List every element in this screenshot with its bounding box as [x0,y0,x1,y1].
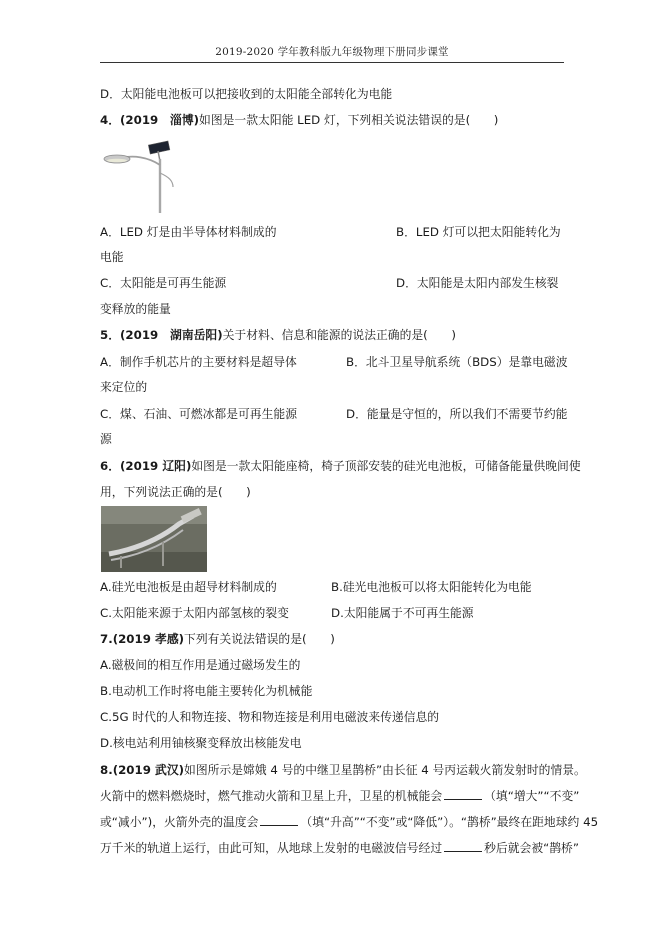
q7-option-a: A.磁极间的相互作用是通过磁场发生的 [100,658,301,672]
q8-text-3b: （填“升高”“不变”或“降低”）。“鹊桥”最终在距地球约 45 [300,815,599,829]
answer-blank-3[interactable] [444,840,482,852]
q7-option-b: B.电动机工作时将电能主要转化为机械能 [100,684,313,698]
answer-blank-2[interactable] [260,814,298,826]
q8-line-3 [100,814,598,830]
q8-line-4 [100,840,579,856]
q4-stem [100,112,498,128]
prev-option-d: D．太阳能电池板可以把接收到的太阳能全部转化为电能 [100,87,393,101]
q6-option-a: A.硅光电池板是由超导材料制成的 [100,580,277,594]
q8-text-1: 如图所示是嫦娥 4 号的中继卫星鹊桥”由长征 4 号丙运载火箭发射时的情景。 [184,763,586,777]
q5-option-a: A．制作手机芯片的主要材料是超导体 [100,355,297,369]
q7-option-c: C.5G 时代的人和物连接、物和物连接是利用电磁波来传递信息的 [100,710,440,724]
q4-option-b-cont: 电能 [100,250,124,264]
q7-source: (2019 孝感) [112,632,185,646]
q8-text-2b: （填“增大”“不变” [484,789,580,803]
q6-source: (2019 辽阳) [120,459,192,473]
q7-option-d: D.核电站利用铀核聚变释放出核能发电 [100,736,302,750]
q8-text-2a: 火箭中的燃料燃烧时，燃气推动火箭和卫星上升，卫星的机械能会 [100,789,443,803]
q4-option-d: D．太阳能是太阳内部发生核裂 [396,276,559,290]
q4-text: 如图是一款太阳能 LED 灯，下列相关说法错误的是( ) [199,113,499,127]
q6-stem [100,458,581,474]
page-header: 2019-2020 学年教科版九年级物理下册同步课堂 [215,46,449,58]
q6-option-c: C.太阳能来源于太阳内部氢核的裂变 [100,606,289,620]
q5-option-c: C．煤、石油、可燃冰都是可再生能源 [100,407,297,421]
q8-line-2 [100,788,579,804]
q8-text-4b: 秒后就会被“鹊桥” [484,841,579,855]
q5-text: 关于材料、信息和能源的说法正确的是( ) [222,328,456,342]
solar-lamp-image [103,137,181,213]
q5-option-b: B．北斗卫星导航系统（BDS）是靠电磁波 [346,355,568,369]
q8-source: (2019 武汉) [112,763,185,777]
q6-number: 6． [100,459,121,473]
q4-number: 4． [100,113,121,127]
q5-stem [100,327,456,343]
q6-option-d: D.太阳能属于不可再生能源 [331,606,474,620]
q6-text: 如图是一款太阳能座椅，椅子顶部安装的硅光电池板，可储备能量供晚间使 [191,459,581,473]
q5-option-d-cont: 源 [100,432,112,446]
q7-number: 7. [100,632,113,646]
q8-text-3a: 或“减小”)，火箭外壳的温度会 [100,815,259,829]
q8-number: 8. [100,763,113,777]
q5-option-b-cont: 来定位的 [100,380,148,394]
q4-option-c: C．太阳能是可再生能源 [100,276,227,290]
q4-option-a: A．LED 灯是由半导体材料制成的 [100,225,277,239]
q4-option-d-cont: 变释放的能量 [100,302,171,316]
q8-text-4a: 万千米的轨道上运行，由此可知，从地球上发射的电磁波信号经过 [100,841,443,855]
q4-option-b: B．LED 灯可以把太阳能转化为 [396,225,561,239]
q4-source: (2019 淄博) [120,113,200,127]
q8-line-1 [100,762,586,778]
q5-number: 5． [100,328,121,342]
q5-source: (2019 湖南岳阳) [120,328,223,342]
header-divider [100,62,564,63]
q5-option-d: D．能量是守恒的，所以我们不需要节约能 [346,407,568,421]
answer-blank-1[interactable] [444,788,482,800]
solar-chair-image [101,506,207,572]
q7-text: 下列有关说法错误的是( ) [184,632,335,646]
q6-option-b: B.硅光电池板可以将太阳能转化为电能 [331,580,532,594]
q6-stem-cont: 用，下列说法正确的是( ) [100,485,251,499]
q7-stem [100,631,335,647]
